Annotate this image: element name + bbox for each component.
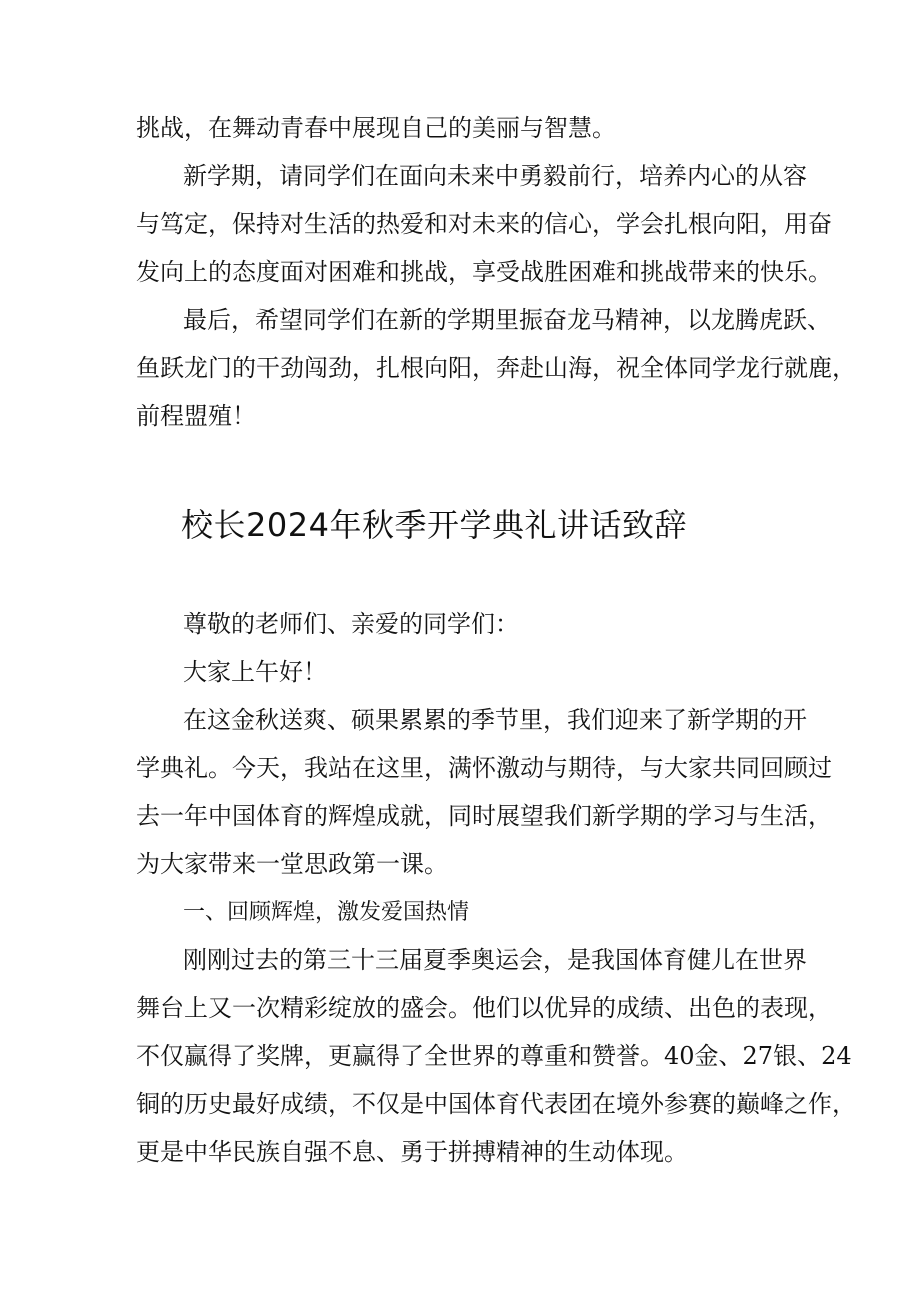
- document-title: 校长2024年秋季开学典礼讲话致辞: [181, 506, 687, 544]
- text-line: 最后，希望同学们在新的学期里振奋龙马精神，以龙腾虎跃、: [183, 306, 831, 334]
- text-line: 不仅赢得了奖牌，更赢得了全世界的尊重和赞誉。40金、27银、24: [136, 1042, 852, 1070]
- text-line: 学典礼。今天，我站在这里，满怀激动与期待，与大家共同回顾过: [136, 754, 832, 782]
- text-line: 为大家带来一堂思政第一课。: [136, 850, 448, 878]
- text-line: 刚刚过去的第三十三届夏季奥运会，是我国体育健儿在世界: [183, 946, 807, 974]
- text-line: 在这金秋送爽、硕果累累的季节里，我们迎来了新学期的开: [183, 706, 807, 734]
- salutation: 尊敬的老师们、亲爱的同学们：: [183, 610, 519, 638]
- text-line: 去一年中国体育的辉煌成就，同时展望我们新学期的学习与生活，: [136, 802, 832, 830]
- text-line: 前程盟殖！: [136, 402, 256, 430]
- text-line: 更是中华民族自强不息、勇于拼搏精神的生动体现。: [136, 1138, 688, 1166]
- text-line: 发向上的态度面对困难和挑战，享受战胜困难和挑战带来的快乐。: [136, 258, 832, 286]
- text-line: 与笃定，保持对生活的热爱和对未来的信心，学会扎根向阳，用奋: [136, 210, 832, 238]
- text-line: 鱼跃龙门的干劲闯劲，扎根向阳，奔赴山海，祝全体同学龙行就鹿，: [136, 354, 856, 382]
- text-line: 新学期，请同学们在面向未来中勇毅前行，培养内心的从容: [183, 162, 807, 190]
- text-line: 挑战，在舞动青春中展现自己的美丽与智慧。: [136, 114, 616, 142]
- text-line: 舞台上又一次精彩绽放的盛会。他们以优异的成绩、出色的表现，: [136, 994, 832, 1022]
- greeting: 大家上午好！: [183, 658, 327, 686]
- section-heading: 一、回顾辉煌，激发爱国热情: [183, 900, 470, 925]
- text-line: 铜的历史最好成绩，不仅是中国体育代表团在境外参赛的巅峰之作，: [136, 1090, 856, 1118]
